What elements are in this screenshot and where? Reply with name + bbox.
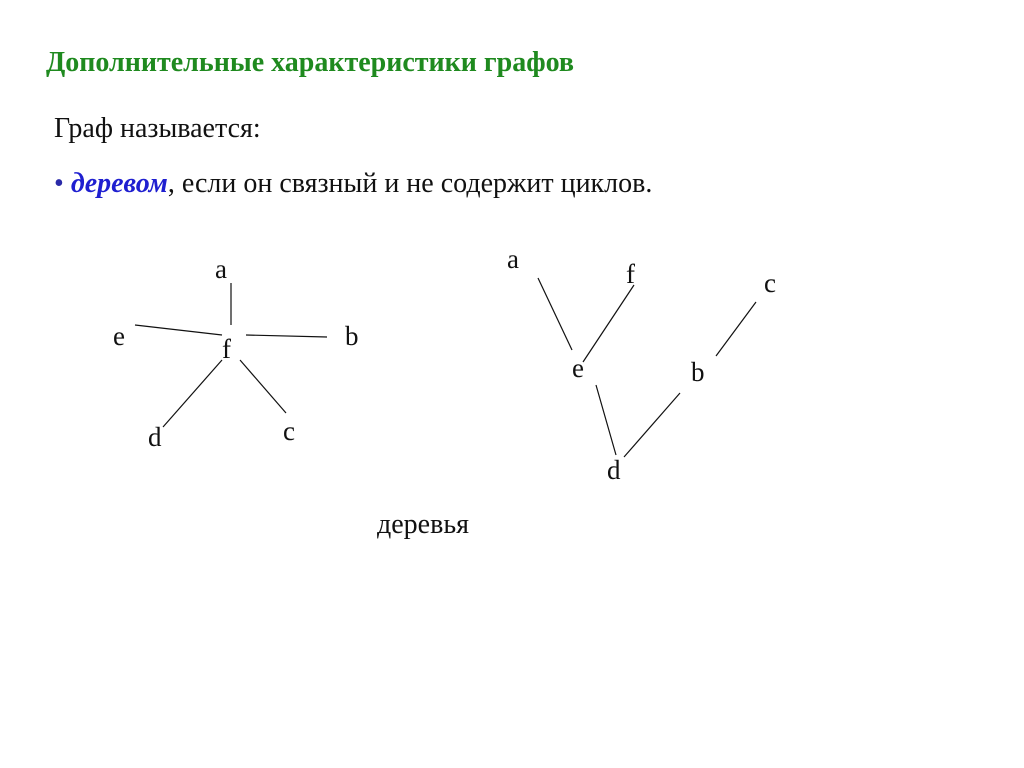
tree-2-edge-f-e — [583, 285, 634, 362]
tree-1-node-c: c — [283, 416, 295, 446]
tree-1-node-a: a — [215, 254, 227, 284]
tree-term: деревом — [70, 168, 168, 199]
tree-1-edge-f-c — [240, 360, 286, 413]
tree-2 — [507, 244, 776, 485]
definition-text: , если он связный и не содержит циклов. — [167, 168, 653, 199]
tree-1-edge-e-f — [135, 325, 222, 335]
tree-1-node-e: e — [113, 321, 125, 351]
tree-1-edge-f-b — [246, 335, 327, 337]
tree-1-node-b: b — [345, 321, 359, 351]
tree-2-edge-d-b — [624, 393, 680, 457]
bullet-marker: • — [54, 168, 64, 199]
tree-2-node-c: c — [764, 268, 776, 298]
slide-title: Дополнительные характеристики графов — [46, 47, 575, 78]
trees-caption: деревья — [377, 509, 469, 540]
tree-1-node-d: d — [148, 422, 162, 452]
tree-2-node-f: f — [626, 259, 635, 289]
tree-2-node-a: a — [507, 244, 519, 274]
intro-text: Граф называется: — [54, 113, 261, 144]
tree-2-edge-b-c — [716, 302, 756, 356]
tree-1 — [113, 254, 359, 452]
tree-1-edge-f-d — [163, 360, 222, 427]
tree-2-edge-a-e — [538, 278, 572, 350]
tree-2-edge-e-d — [596, 385, 616, 455]
tree-2-node-d: d — [607, 455, 621, 485]
tree-2-node-e: e — [572, 353, 584, 383]
tree-2-node-b: b — [691, 357, 705, 387]
tree-1-node-f: f — [222, 334, 231, 364]
